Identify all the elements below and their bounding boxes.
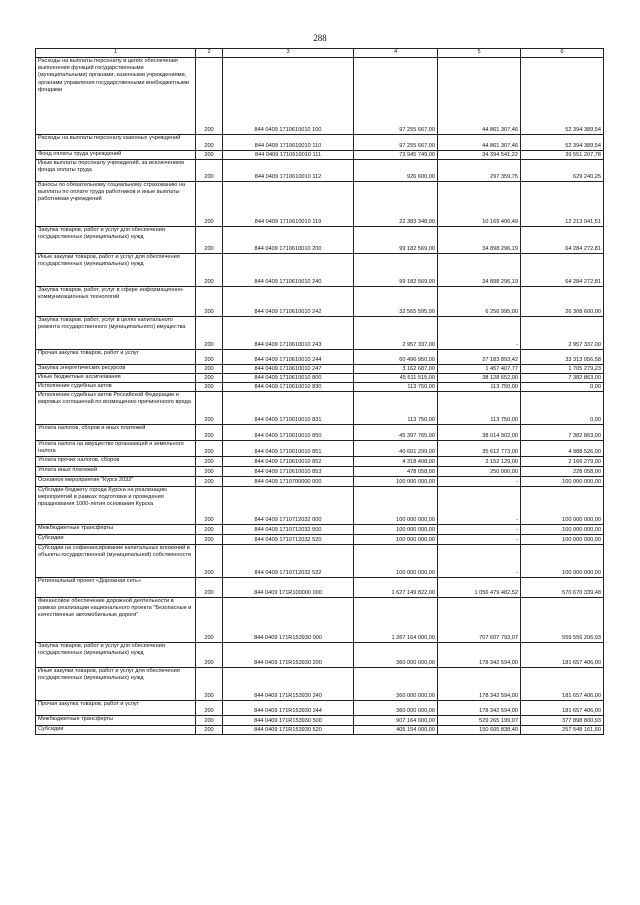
row-budget-code: 844 0409 1710610010 830 (223, 383, 354, 392)
row-value-col5: 10 169 406,49 (438, 182, 521, 227)
row-value-col5: - (438, 317, 521, 350)
column-number-row (36, 49, 604, 58)
column-header: 5 (438, 49, 521, 58)
row-value-col6: 52 394 389,54 (521, 58, 604, 135)
row-budget-code: 844 0409 1710610010 111 (223, 151, 354, 160)
row-budget-code: 844 0409 171R153930 244 (223, 701, 354, 716)
row-value-col5: 113 750,00 (438, 392, 521, 425)
row-value-col4: 360 000 000,00 (354, 643, 438, 668)
row-value-col6: 4 988 526,00 (521, 441, 604, 457)
row-value-col6: 12 213 941,51 (521, 182, 604, 227)
table-row (36, 425, 604, 441)
row-description: Иные бюджетные ассигнования (36, 374, 196, 383)
row-description: Финансовое обеспечение дорожной деятельности в рамках реализации национального проекта "Безопасные и качественные автомобильные дороги" (36, 598, 196, 643)
row-value-col6: 26 308 600,00 (521, 287, 604, 317)
row-budget-code: 844 0409 1710610010 112 (223, 160, 354, 182)
row-description: Субсидии на софинансирование капитальных вложений в объекты государственной (муниципальной) собственности (36, 545, 196, 578)
row-value-col5: 178 342 594,00 (438, 701, 521, 716)
row-value-col6: 629 240,25 (521, 160, 604, 182)
row-value-col6: 181 657 406,00 (521, 643, 604, 668)
row-value-col6: 100 000 000,00 (521, 525, 604, 535)
table-body (36, 58, 604, 735)
row-description: Исполнение судебных актов Российской Федерации и мировых соглашений по возмещению причиненного вреда (36, 392, 196, 425)
row-group-code: 200 (196, 545, 223, 578)
row-value-col4: 97 255 667,00 (354, 135, 438, 151)
row-group-code: 200 (196, 578, 223, 598)
row-value-col6: 33 313 056,58 (521, 350, 604, 365)
row-budget-code: 844 0409 1710610010 240 (223, 254, 354, 287)
row-value-col5: 250 000,00 (438, 467, 521, 477)
row-description: Уплата налога на имущество организаций и земельного налога (36, 441, 196, 457)
row-group-code: 200 (196, 227, 223, 254)
row-value-col5: 529 265 199,07 (438, 716, 521, 726)
row-group-code: 200 (196, 317, 223, 350)
row-value-col4: 4 318 408,00 (354, 457, 438, 467)
row-description: Иные выплаты персоналу учреждений, за исключением фонда оплаты труда (36, 160, 196, 182)
row-description: Иные закупки товаров, работ и услуг для обеспечения государственных (муниципальных) нужд (36, 668, 196, 701)
row-group-code: 200 (196, 525, 223, 535)
row-value-col6: 39 551 207,78 (521, 151, 604, 160)
row-group-code: 200 (196, 701, 223, 716)
row-value-col6: 52 394 389,54 (521, 135, 604, 151)
row-value-col4: 3 162 687,00 (354, 365, 438, 374)
table-row (36, 441, 604, 457)
row-description: Межбюджетные трансферты (36, 525, 196, 535)
table-row (36, 545, 604, 578)
row-group-code: 200 (196, 365, 223, 374)
row-value-col5: 34 898 296,19 (438, 254, 521, 287)
row-group-code: 200 (196, 598, 223, 643)
column-header: 4 (354, 49, 438, 58)
row-group-code: 200 (196, 441, 223, 457)
row-value-col5: 150 605 838,40 (438, 726, 521, 735)
row-group-code: 200 (196, 535, 223, 545)
table-row (36, 374, 604, 383)
row-value-col6: 7 382 863,00 (521, 374, 604, 383)
row-description: Закупка товаров, работ и услуг для обеспечения государственных (муниципальных) нужд (36, 643, 196, 668)
table-row (36, 668, 604, 701)
table-row (36, 726, 604, 735)
row-value-col4: 100 000 000,00 (354, 525, 438, 535)
row-group-code: 200 (196, 457, 223, 467)
row-value-col4: 40 601 299,00 (354, 441, 438, 457)
table-row (36, 227, 604, 254)
row-value-col6: 559 556 206,93 (521, 598, 604, 643)
row-value-col4: 1 267 164 000,00 (354, 598, 438, 643)
row-value-col6: 228 058,00 (521, 467, 604, 477)
row-value-col6: 64 284 272,81 (521, 227, 604, 254)
row-value-col6: 0,00 (521, 392, 604, 425)
row-value-col5: - (438, 525, 521, 535)
row-budget-code: 844 0409 1710610010 100 (223, 58, 354, 135)
row-value-col4: 45 511 515,00 (354, 374, 438, 383)
row-budget-code: 844 0409 1710610010 110 (223, 135, 354, 151)
row-value-col4: 360 000 000,00 (354, 701, 438, 716)
row-group-code: 200 (196, 160, 223, 182)
row-description: Межбюджетные трансферты (36, 716, 196, 726)
row-group-code: 200 (196, 182, 223, 227)
row-description: Закупка товаров, работ, услуг в сфере информационно-коммуникационных технологий (36, 287, 196, 317)
row-description: Прочая закупка товаров, работ и услуг (36, 350, 196, 365)
row-budget-code: 844 0409 1710712032 522 (223, 545, 354, 578)
row-value-col6: 181 657 406,00 (521, 668, 604, 701)
table-row (36, 392, 604, 425)
row-value-col4: 100 000 000,00 (354, 477, 438, 487)
row-description: Фонд оплаты труда учреждений (36, 151, 196, 160)
page-number: 288 (313, 33, 327, 43)
row-group-code: 200 (196, 287, 223, 317)
row-value-col5: 38 014 902,00 (438, 425, 521, 441)
row-description: Закупка товаров, работ, услуг в целях капитального ремонта государственного (муниципального) имущества (36, 317, 196, 350)
column-header: 6 (521, 49, 604, 58)
row-value-col6: 100 000 000,00 (521, 545, 604, 578)
row-value-col4: 99 182 569,00 (354, 254, 438, 287)
row-budget-code: 844 0409 1710610010 850 (223, 425, 354, 441)
row-description: Субсидии (36, 535, 196, 545)
row-budget-code: 844 0409 1710712032 500 (223, 525, 354, 535)
table-row (36, 151, 604, 160)
row-group-code: 200 (196, 425, 223, 441)
row-group-code: 200 (196, 716, 223, 726)
row-budget-code: 844 0409 171R153930 000 (223, 598, 354, 643)
row-budget-code: 844 0409 1710700000 000 (223, 477, 354, 487)
table-row (36, 317, 604, 350)
table-row (36, 457, 604, 467)
row-budget-code: 844 0409 1710610010 800 (223, 374, 354, 383)
table-row (36, 383, 604, 392)
row-group-code: 200 (196, 467, 223, 477)
row-value-col5: 34 898 296,19 (438, 227, 521, 254)
row-group-code: 200 (196, 392, 223, 425)
table-row (36, 135, 604, 151)
row-value-col6: 2 957 337,00 (521, 317, 604, 350)
row-budget-code: 844 0409 171R100000 000 (223, 578, 354, 598)
row-value-col5: 34 394 541,22 (438, 151, 521, 160)
table-row (36, 535, 604, 545)
table-row (36, 643, 604, 668)
row-value-col4: 1 627 149 822,00 (354, 578, 438, 598)
row-value-col5: 35 612 773,00 (438, 441, 521, 457)
row-description: Основное мероприятие "Курск 2032" (36, 477, 196, 487)
table-row (36, 578, 604, 598)
row-value-col6: 257 548 161,60 (521, 726, 604, 735)
row-value-col5: - (438, 487, 521, 525)
row-group-code: 200 (196, 643, 223, 668)
row-value-col6: 100 000 000,00 (521, 535, 604, 545)
row-description: Закупка энергетических ресурсов (36, 365, 196, 374)
row-value-col5: 297 359,75 (438, 160, 521, 182)
row-description: Закупка товаров, работ и услуг для обеспечения государственных (муниципальных) нужд (36, 227, 196, 254)
row-description: Иные закупки товаров, работ и услуг для обеспечения государственных (муниципальных) нужд (36, 254, 196, 287)
row-value-col4: 907 164 000,00 (354, 716, 438, 726)
row-group-code: 200 (196, 383, 223, 392)
row-value-col4: 360 000 000,00 (354, 668, 438, 701)
column-header: 1 (36, 49, 196, 58)
row-value-col6: 1 705 279,23 (521, 365, 604, 374)
row-budget-code: 844 0409 171R153930 200 (223, 643, 354, 668)
row-budget-code: 844 0409 1710610010 243 (223, 317, 354, 350)
table-row (36, 182, 604, 227)
column-header: 2 (196, 49, 223, 58)
row-description: Субсидии (36, 726, 196, 735)
row-value-col4: 97 255 667,00 (354, 58, 438, 135)
row-description: Субсидии бюджету города Курска на реализацию мероприятий в рамках подготовки и проведения празднования 1000-летия основания Курска (36, 487, 196, 525)
row-group-code: 200 (196, 487, 223, 525)
row-budget-code: 844 0409 171R153930 240 (223, 668, 354, 701)
row-value-col5: 44 861 307,46 (438, 58, 521, 135)
row-value-col5: 38 128 652,00 (438, 374, 521, 383)
row-budget-code: 844 0409 1710610010 200 (223, 227, 354, 254)
row-value-col6: 0,00 (521, 383, 604, 392)
row-description: Уплата иных платежей (36, 467, 196, 477)
table-row (36, 287, 604, 317)
row-value-col5: - (438, 545, 521, 578)
row-value-col5: 2 152 129,00 (438, 457, 521, 467)
row-budget-code: 844 0409 171R153930 520 (223, 726, 354, 735)
row-value-col6: 100 000 000,00 (521, 477, 604, 487)
row-description: Расходы на выплаты персоналу в целях обеспечения выполнения функций государственными (муниципальными) органами, казенными учреждениями, органами управления государственными внебюджетными фондами (36, 58, 196, 135)
row-value-col5: 1 457 407,77 (438, 365, 521, 374)
row-budget-code: 844 0409 1710712032 520 (223, 535, 354, 545)
row-budget-code: 844 0409 1710610010 119 (223, 182, 354, 227)
budget-execution-table (35, 48, 604, 735)
row-budget-code: 844 0409 1710712032 000 (223, 487, 354, 525)
row-budget-code: 844 0409 1710610010 242 (223, 287, 354, 317)
row-value-col5: 44 861 307,46 (438, 135, 521, 151)
row-value-col4: 99 182 569,00 (354, 227, 438, 254)
row-value-col4: 2 957 337,00 (354, 317, 438, 350)
row-value-col5: 178 342 594,00 (438, 668, 521, 701)
row-value-col4: 100 000 000,00 (354, 487, 438, 525)
row-value-col5: 113 750,00 (438, 383, 521, 392)
table-row (36, 525, 604, 535)
row-value-col6: 100 000 000,00 (521, 487, 604, 525)
row-budget-code: 844 0409 171R153930 500 (223, 716, 354, 726)
row-description: Взносы по обязательному социальному страхованию на выплаты по оплате труда работников и иные выплаты работникам учреждений (36, 182, 196, 227)
row-budget-code: 844 0409 1710610010 244 (223, 350, 354, 365)
row-value-col4: 32 565 595,00 (354, 287, 438, 317)
row-budget-code: 844 0409 1710610010 852 (223, 457, 354, 467)
row-value-col5: 707 607 793,07 (438, 598, 521, 643)
row-group-code: 200 (196, 151, 223, 160)
row-value-col4: 113 750,00 (354, 392, 438, 425)
row-budget-code: 844 0409 1710610010 853 (223, 467, 354, 477)
row-value-col5: - (438, 535, 521, 545)
row-description: Расходы на выплаты персоналу казенных учреждений (36, 135, 196, 151)
row-description: Региональный проект «Дорожная сеть» (36, 578, 196, 598)
row-value-col6: 377 898 800,93 (521, 716, 604, 726)
table-row (36, 365, 604, 374)
row-value-col4: 405 154 000,00 (354, 726, 438, 735)
row-value-col4: 73 945 749,00 (354, 151, 438, 160)
row-value-col4: 60 496 950,00 (354, 350, 438, 365)
row-value-col4: 45 397 765,00 (354, 425, 438, 441)
table-row (36, 160, 604, 182)
row-value-col4: 22 383 348,00 (354, 182, 438, 227)
row-description: Прочая закупка товаров, работ и услуг (36, 701, 196, 716)
row-value-col4: 478 058,00 (354, 467, 438, 477)
table-row (36, 477, 604, 487)
row-budget-code: 844 0409 1710610010 851 (223, 441, 354, 457)
row-value-col6: 181 657 406,00 (521, 701, 604, 716)
row-value-col6: 2 166 279,00 (521, 457, 604, 467)
row-budget-code: 844 0409 1710610010 831 (223, 392, 354, 425)
row-description: Уплата налогов, сборов и иных платежей (36, 425, 196, 441)
row-value-col6: 7 382 863,00 (521, 425, 604, 441)
table-row (36, 716, 604, 726)
row-value-col6: 570 670 339,48 (521, 578, 604, 598)
row-group-code: 200 (196, 477, 223, 487)
table-row (36, 58, 604, 135)
row-value-col4: 100 000 000,00 (354, 545, 438, 578)
row-value-col6: 64 284 272,81 (521, 254, 604, 287)
row-description: Исполнение судебных актов (36, 383, 196, 392)
row-value-col4: 100 000 000,00 (354, 535, 438, 545)
row-group-code: 200 (196, 668, 223, 701)
row-group-code: 200 (196, 135, 223, 151)
column-header: 3 (223, 49, 354, 58)
table-row (36, 487, 604, 525)
row-value-col4: 113 750,00 (354, 383, 438, 392)
row-value-col5: 1 056 479 482,52 (438, 578, 521, 598)
row-description: Уплата прочих налогов, сборов (36, 457, 196, 467)
row-value-col5: 6 256 995,00 (438, 287, 521, 317)
row-group-code: 200 (196, 254, 223, 287)
row-value-col5: 27 183 893,42 (438, 350, 521, 365)
row-group-code: 200 (196, 726, 223, 735)
row-value-col5: - (438, 477, 521, 487)
row-group-code: 200 (196, 374, 223, 383)
table-row (36, 598, 604, 643)
row-group-code: 200 (196, 58, 223, 135)
table-row (36, 254, 604, 287)
table-row (36, 701, 604, 716)
row-value-col4: 926 600,00 (354, 160, 438, 182)
table-row (36, 467, 604, 477)
row-group-code: 200 (196, 350, 223, 365)
row-value-col5: 178 342 594,00 (438, 643, 521, 668)
row-budget-code: 844 0409 1710610010 247 (223, 365, 354, 374)
table-row (36, 350, 604, 365)
